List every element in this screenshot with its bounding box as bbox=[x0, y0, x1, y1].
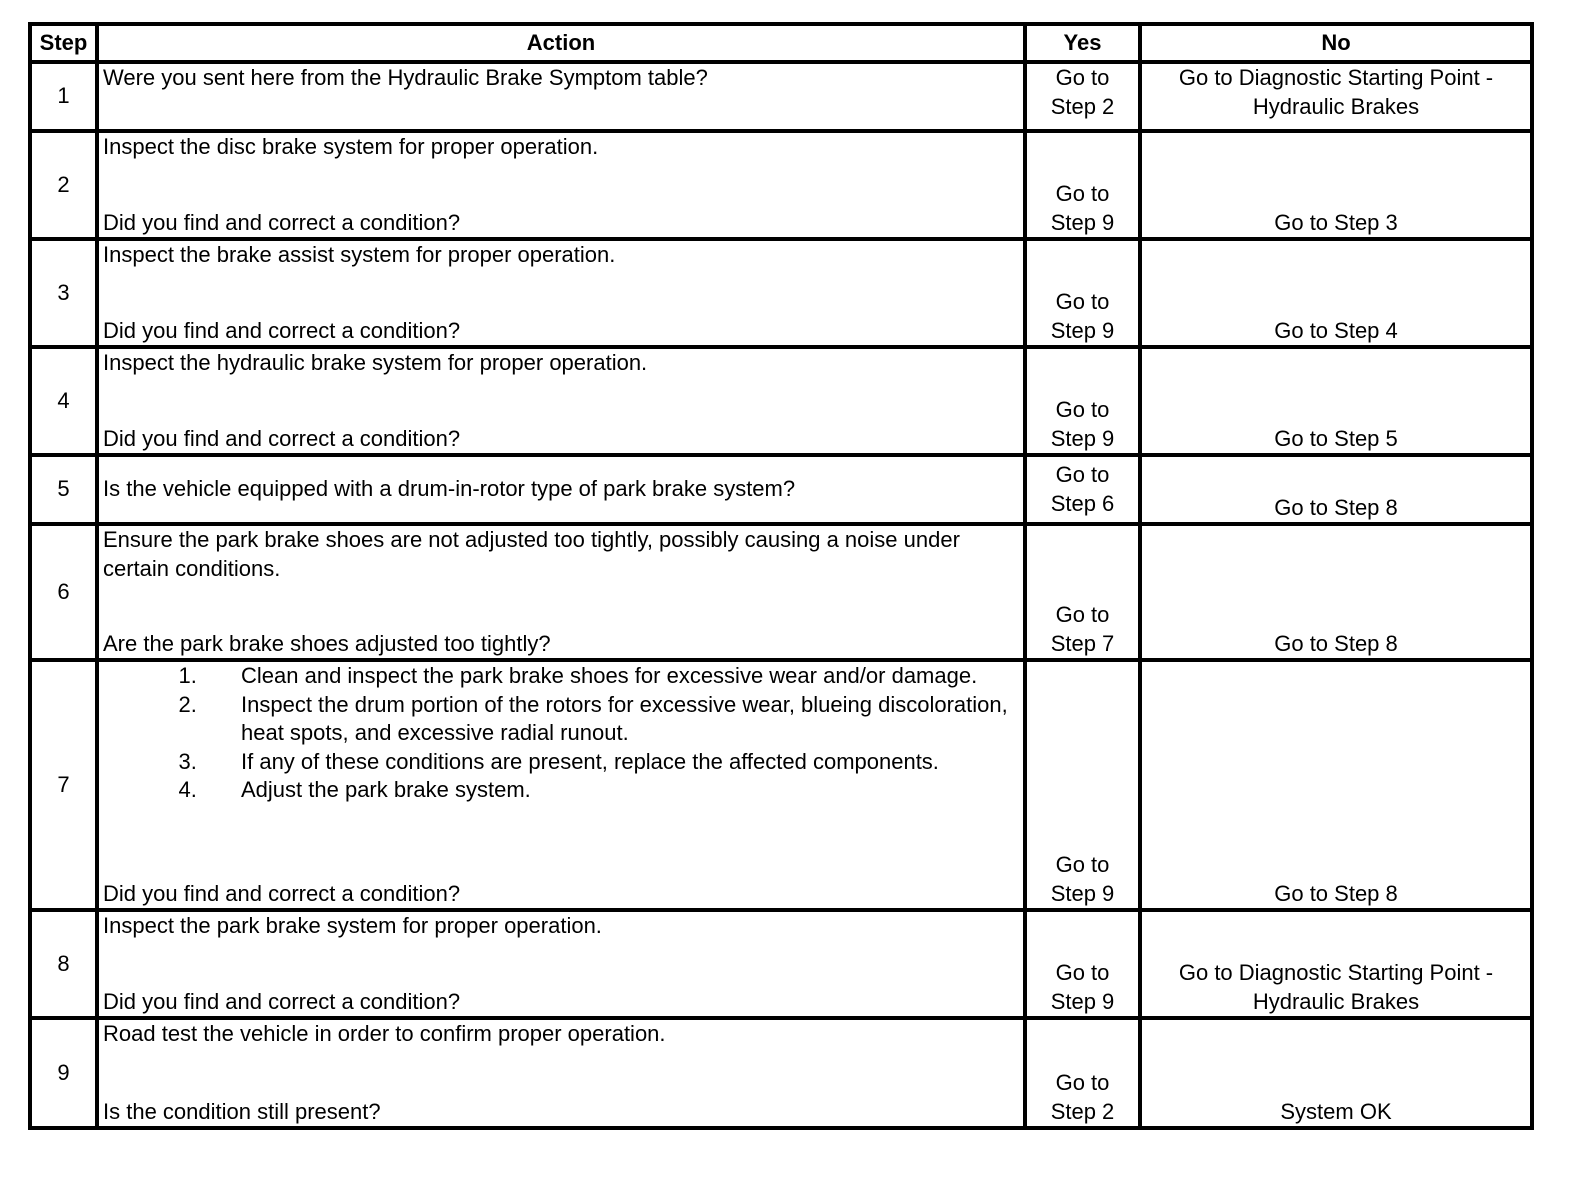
table-row bbox=[30, 660, 1532, 910]
yes-text: Go to Step 9 bbox=[1050, 397, 1115, 451]
yes-cell bbox=[1025, 239, 1140, 347]
action-text: Ensure the park brake shoes are not adjusted too tightly, possibly causing a noise under certain conditions. bbox=[103, 527, 960, 581]
step-number: 2 bbox=[30, 131, 97, 239]
step-number: 1 bbox=[30, 62, 97, 131]
step-number: 7 bbox=[30, 660, 97, 910]
yes-text: Go to Step 9 bbox=[1050, 181, 1115, 235]
table-row bbox=[30, 455, 1532, 524]
no-cell bbox=[1140, 131, 1532, 239]
step-number: 4 bbox=[30, 347, 97, 455]
yes-cell bbox=[1025, 524, 1140, 660]
list-item: 4. Adjust the park brake system. bbox=[203, 776, 1019, 805]
list-item: 1. Clean and inspect the park brake shoes for excessive wear and/or damage. bbox=[203, 662, 1019, 691]
yes-cell bbox=[1025, 910, 1140, 1018]
no-cell bbox=[1140, 347, 1532, 455]
header-no: No bbox=[1140, 24, 1532, 62]
action-text: Were you sent here from the Hydraulic Brake Symptom table? bbox=[103, 65, 708, 90]
no-text: System OK bbox=[1280, 1098, 1392, 1124]
action-text: Inspect the disc brake system for proper operation. bbox=[103, 134, 599, 159]
no-text: Go to Diagnostic Starting Point - Hydraulic Brakes bbox=[1178, 960, 1494, 1014]
action-question: Did you find and correct a condition? bbox=[103, 880, 461, 906]
action-question: Did you find and correct a condition? bbox=[103, 209, 461, 235]
action-question: Are the park brake shoes adjusted too tightly? bbox=[103, 630, 551, 656]
action-text: Road test the vehicle in order to confirm proper operation. bbox=[103, 1021, 666, 1046]
step-number: 5 bbox=[30, 455, 97, 524]
no-cell bbox=[1140, 239, 1532, 347]
yes-cell bbox=[1025, 62, 1140, 131]
no-text: Go to Step 3 bbox=[1274, 209, 1398, 235]
action-text: Is the vehicle equipped with a drum-in-rotor type of park brake system? bbox=[103, 476, 796, 502]
list-item: 3. If any of these conditions are present, replace the affected components. bbox=[203, 748, 1019, 777]
action-question: Is the condition still present? bbox=[103, 1098, 381, 1124]
no-cell bbox=[1140, 455, 1532, 524]
no-text: Go to Diagnostic Starting Point - Hydraulic Brakes bbox=[1178, 65, 1494, 119]
no-text: Go to Step 8 bbox=[1274, 494, 1398, 520]
action-cell bbox=[97, 239, 1025, 347]
header-yes: Yes bbox=[1025, 24, 1140, 62]
action-cell bbox=[97, 131, 1025, 239]
yes-text: Go to Step 9 bbox=[1050, 289, 1115, 343]
action-cell bbox=[97, 524, 1025, 660]
yes-text: Go to Step 9 bbox=[1050, 852, 1115, 906]
no-text: Go to Step 5 bbox=[1274, 425, 1398, 451]
yes-text: Go to Step 6 bbox=[1050, 462, 1115, 516]
yes-text: Go to Step 2 bbox=[1050, 65, 1115, 119]
step-number: 9 bbox=[30, 1018, 97, 1128]
action-cell bbox=[97, 347, 1025, 455]
no-cell bbox=[1140, 660, 1532, 910]
table-row bbox=[30, 62, 1532, 131]
action-text: Inspect the brake assist system for proper operation. bbox=[103, 242, 616, 267]
yes-text: Go to Step 9 bbox=[1050, 960, 1115, 1014]
action-question: Did you find and correct a condition? bbox=[103, 425, 461, 451]
action-text: Inspect the hydraulic brake system for proper operation. bbox=[103, 350, 648, 375]
no-text: Go to Step 8 bbox=[1274, 880, 1398, 906]
action-cell bbox=[97, 1018, 1025, 1128]
step-list bbox=[103, 662, 1019, 805]
no-cell bbox=[1140, 524, 1532, 660]
yes-cell bbox=[1025, 455, 1140, 524]
action-text: Inspect the park brake system for proper operation. bbox=[103, 913, 602, 938]
action-cell bbox=[97, 62, 1025, 131]
table-row bbox=[30, 131, 1532, 239]
action-cell bbox=[97, 455, 1025, 524]
yes-cell bbox=[1025, 1018, 1140, 1128]
table-row bbox=[30, 347, 1532, 455]
no-cell bbox=[1140, 1018, 1532, 1128]
no-cell bbox=[1140, 62, 1532, 131]
table-row bbox=[30, 910, 1532, 1018]
header-step: Step bbox=[30, 24, 97, 62]
yes-cell bbox=[1025, 131, 1140, 239]
header-row bbox=[30, 24, 1532, 62]
action-cell bbox=[97, 910, 1025, 1018]
diagnostic-table bbox=[28, 22, 1534, 1130]
yes-text: Go to Step 7 bbox=[1050, 602, 1115, 656]
action-question: Did you find and correct a condition? bbox=[103, 317, 461, 343]
table-row bbox=[30, 239, 1532, 347]
yes-cell bbox=[1025, 660, 1140, 910]
header-action: Action bbox=[97, 24, 1025, 62]
step-number: 6 bbox=[30, 524, 97, 660]
action-question: Did you find and correct a condition? bbox=[103, 988, 461, 1014]
yes-cell bbox=[1025, 347, 1140, 455]
table-row bbox=[30, 524, 1532, 660]
no-cell bbox=[1140, 910, 1532, 1018]
no-text: Go to Step 4 bbox=[1274, 317, 1398, 343]
action-cell bbox=[97, 660, 1025, 910]
list-item: 2. Inspect the drum portion of the rotors for excessive wear, blueing discoloration, heat spots, and excessive radial runout. bbox=[203, 691, 1019, 748]
step-number: 3 bbox=[30, 239, 97, 347]
step-number: 8 bbox=[30, 910, 97, 1018]
table-row bbox=[30, 1018, 1532, 1128]
no-text: Go to Step 8 bbox=[1274, 630, 1398, 656]
yes-text: Go to Step 2 bbox=[1050, 1070, 1115, 1124]
